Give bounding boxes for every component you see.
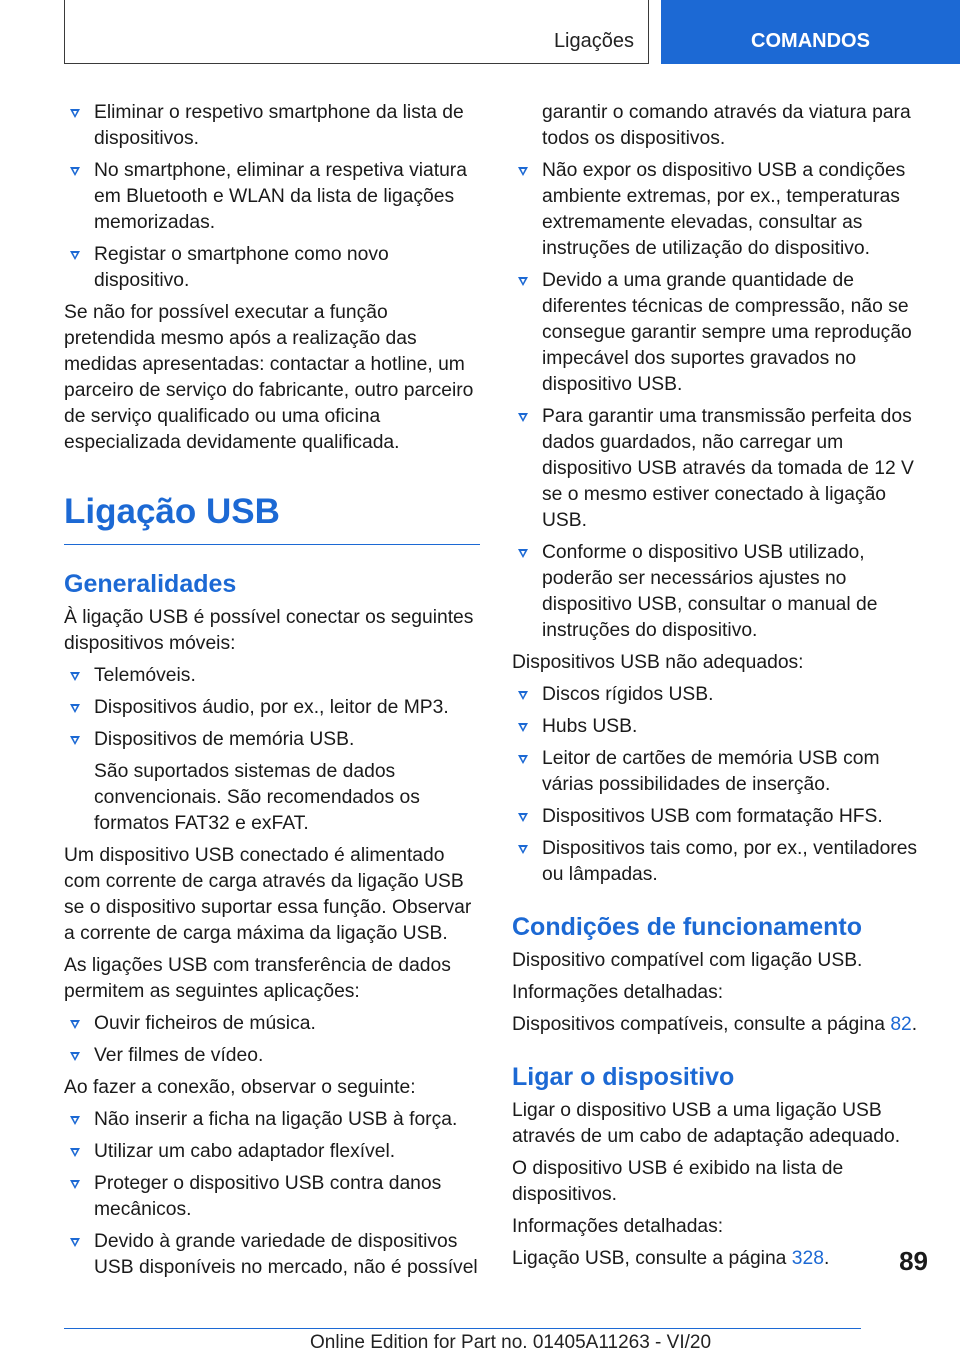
subsection-heading: Generalidades [64,570,237,598]
paragraph-text: Dispositivos compatíveis, consulte a página [512,1014,891,1035]
paragraph: As ligações USB com transferência de dados permitem as seguintes aplicações: [64,955,451,1002]
list-item: Não inserir a ficha na ligação USB à força. [64,1107,480,1133]
paragraph: Ligar o dispositivo USB a uma ligação USB através de um cabo de adaptação adequado. [512,1100,901,1147]
paragraph-with-link [512,1246,926,1272]
list-item: Não expor os dispositivo USB a condições ambiente extremas, por ex., temperaturas extremamente elevadas, consultar as instruções de utilização do dispositivo. [512,158,926,262]
list-item-continuation: São suportados sistemas de dados convencionais. São recomendados os formatos FAT32 e exFAT. [94,761,420,834]
list-item: Devido a uma grande quantidade de diferentes técnicas de compressão, não se consegue garantir sempre uma reprodução impecável dos suportes gravados no dispositivo USB. [512,268,926,398]
page-reference-link[interactable]: 328 [791,1248,824,1269]
right-column [512,100,926,1278]
footer-divider [64,1328,861,1329]
list-item-continuation: garantir o comando através da viatura para todos os dispositivos. [542,102,911,149]
list-item: Utilizar um cabo adaptador flexível. [64,1139,480,1165]
list-item: Dispositivos de memória USB. [64,727,480,753]
paragraph-end: . [911,1014,918,1035]
paragraph: Dispositivos USB não adequados: [512,652,804,673]
left-column [64,100,480,1287]
list-item: Para garantir uma transmissão perfeita dos dados guardados, não carregar um dispositivo USB através da tomada de 12 V se o mesmo estiver conectado à ligação USB. [512,404,926,534]
paragraph: Um dispositivo USB conectado é alimentado com corrente de carga através da ligação USB se o dispositivo suportar essa função. Observar a corrente de carga máxima da ligação USB. [64,845,472,944]
list-item: Ouvir ficheiros de música. [64,1011,480,1037]
list-item: Telemóveis. [64,663,480,689]
paragraph: Dispositivo compatível com ligação USB. [512,950,863,971]
list-item: Leitor de cartões de memória USB com várias possibilidades de inserção. [512,746,926,798]
subsection-heading: Condições de funcionamento [512,913,863,941]
paragraph: Se não for possível executar a função pretendida mesmo após a realização das medidas apresentadas: contactar a hotline, um parceiro de serviço do fabricante, outro parceiro de serviço qualificado ou uma oficina especializada devidamente qualificada. [64,302,474,453]
subsection-heading: Ligar o dispositivo [512,1063,735,1091]
list-item: Ver filmes de vídeo. [64,1043,480,1069]
header-section-box [64,0,649,64]
list-item: Registar o smartphone como novo dispositivo. [64,242,480,294]
paragraph: O dispositivo USB é exibido na lista de dispositivos. [512,1158,844,1205]
paragraph-end: . [823,1248,830,1269]
header-section-title: Ligações [553,30,634,52]
section-heading: Ligação USB [64,492,480,545]
list-item: Discos rígidos USB. [512,682,926,708]
list-item: Dispositivos áudio, por ex., leitor de MP3. [64,695,480,721]
header-chapter-tab[interactable]: COMANDOS [661,0,960,64]
paragraph-text: Ligação USB, consulte a página [512,1248,792,1269]
footer-edition: Online Edition for Part no. 01405A11263 - VI/20 [310,1332,712,1353]
page-reference-link[interactable]: 82 [890,1014,912,1035]
paragraph: À ligação USB é possível conectar os seguintes dispositivos móveis: [64,607,474,654]
paragraph: Informações detalhadas: [512,1216,724,1237]
list-item: Dispositivos USB com formatação HFS. [512,804,926,830]
list-item: Eliminar o respetivo smartphone da lista de dispositivos. [64,100,480,152]
paragraph: Informações detalhadas: [512,982,724,1003]
page-number: 89 [899,1246,928,1276]
list-item: Devido à grande variedade de dispositivos USB disponíveis no mercado, não é possível [64,1229,480,1281]
paragraph: Ao fazer a conexão, observar o seguinte: [64,1077,416,1098]
list-item: Conforme o dispositivo USB utilizado, poderão ser necessários ajustes no dispositivo USB, consultar o manual de instruções do dispositivo. [512,540,926,644]
list-item: No smartphone, eliminar a respetiva viatura em Bluetooth e WLAN da lista de ligações memorizadas. [64,158,480,236]
paragraph-with-link [512,1012,926,1038]
list-item: Hubs USB. [512,714,926,740]
list-item: Dispositivos tais como, por ex., ventiladores ou lâmpadas. [512,836,926,888]
list-item: Proteger o dispositivo USB contra danos mecânicos. [64,1171,480,1223]
